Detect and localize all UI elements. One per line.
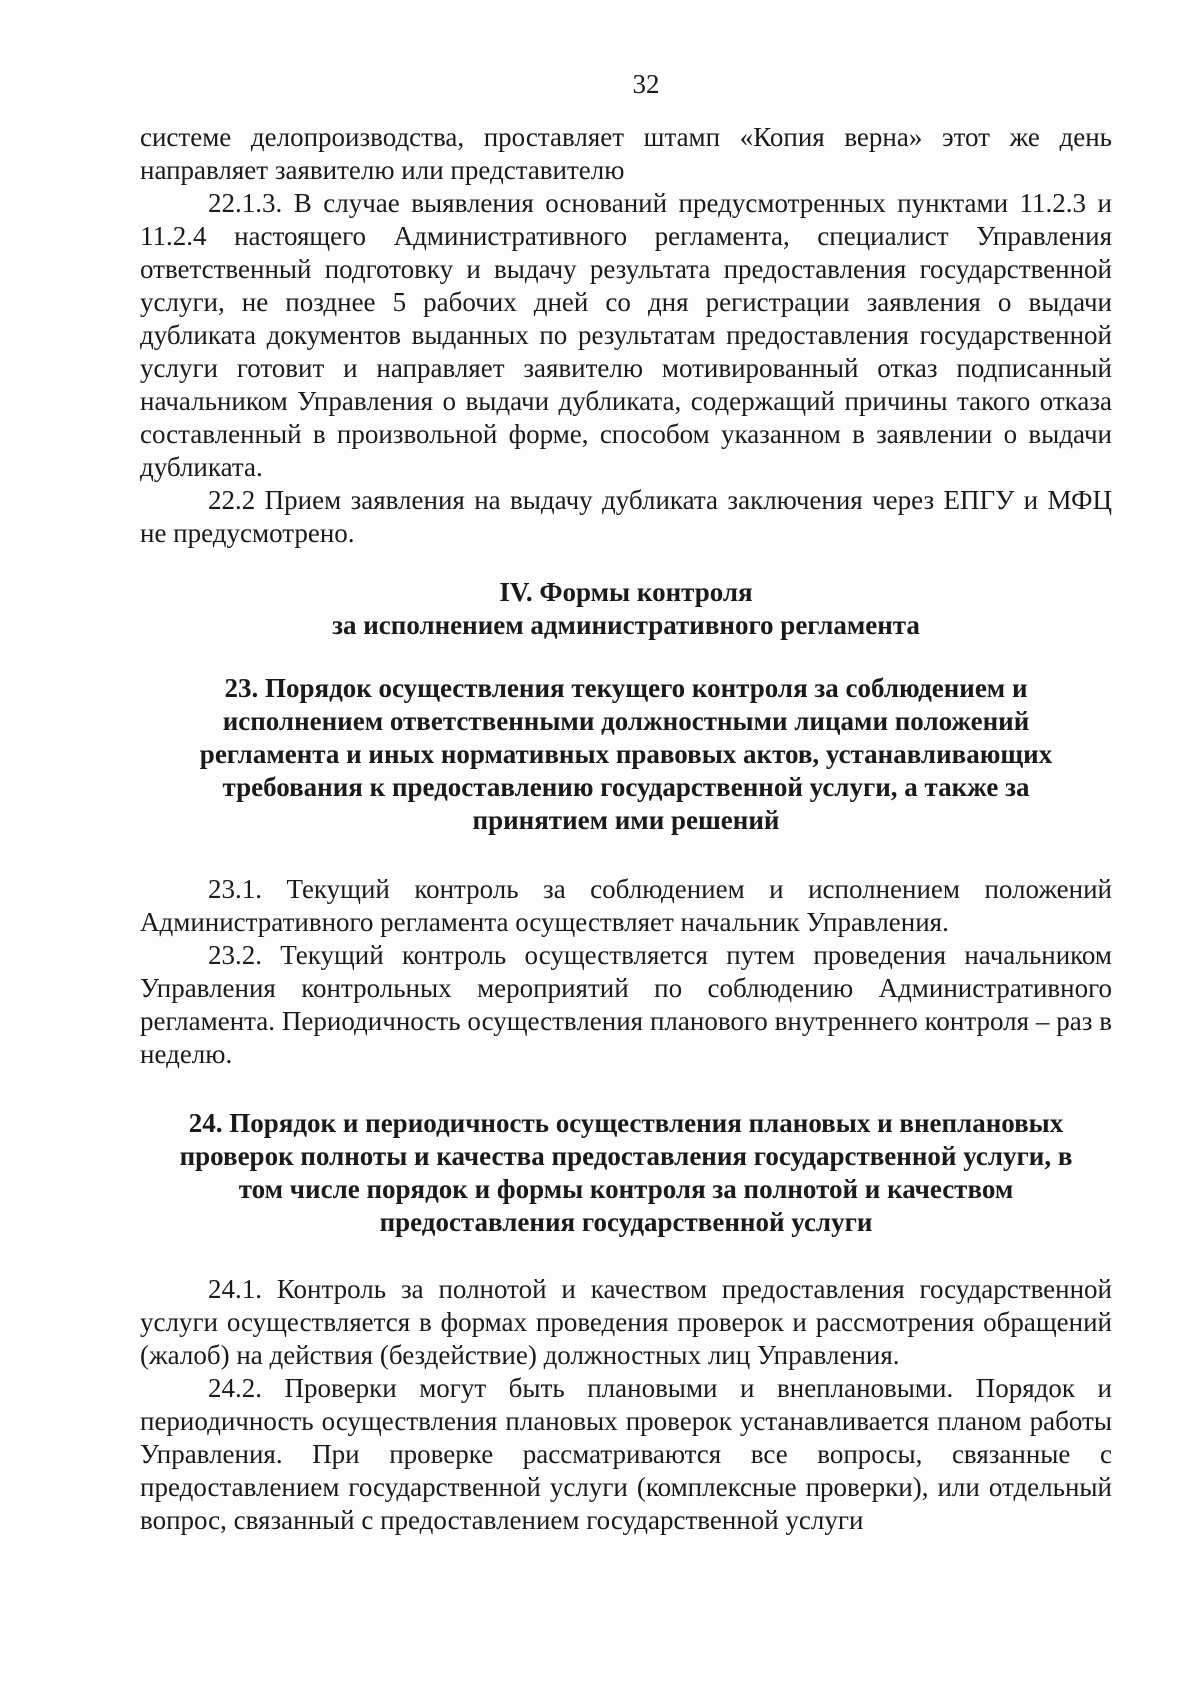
section-23-body: [140, 873, 1112, 1071]
paragraph-22-2: 22.2 Прием заявления на выдачу дубликата заключения через ЕПГУ и МФЦ не предусмотрено.: [140, 485, 1112, 548]
page-number: 32: [632, 69, 660, 99]
paragraph-23-1: 23.1. Текущий контроль за соблюдением и исполнением положений Административного регламента осуществляет начальник Управления.: [140, 874, 1112, 937]
heading-23: 23. Порядок осуществления текущего контроля за соблюдением и исполнением ответственными должностными лицами положений регламента и иных нормативных правовых актов, устанавливающих требования к предоставлению государственной услуги, а также за принятием ими решений: [199, 673, 1053, 835]
section-title-line-1: IV. Формы контроля: [499, 577, 753, 607]
heading-24: 24. Порядок и периодичность осуществления плановых и внеплановых проверок полноты и качества предоставления государственной услуги, в том числе порядок и формы контроля за полнотой и качеством предоставления государственной услуги: [179, 1108, 1073, 1237]
paragraph-22-1-3: 22.1.3. В случае выявления оснований предусмотренных пунктами 11.2.3 и 11.2.4 настоящего Административного регламента, специалист Управления ответственный подготовку и выдачу результата предоставления государственной услуги, не позднее 5 рабочих дней со дня регистрации заявления о выдачи дубликата документов выданных по результатам предоставления государственной услуги готовит и направляет заявителю мотивированный отказ подписанный начальником Управления о выдачи дубликата, содержащий причины такого отказа составленный в произвольной форме, способом указанном в заявлении о выдачи дубликата.: [140, 188, 1112, 482]
section-title-line-2: за исполнением административного регламента: [332, 610, 920, 640]
paragraph-24-1: 24.1. Контроль за полнотой и качеством предоставления государственной услуги осуществляется в формах проведения проверок и рассмотрения обращений (жалоб) на действия (бездействие) должностных лиц Управления.: [140, 1274, 1112, 1370]
paragraph-23-2: 23.2. Текущий контроль осуществляется путем проведения начальником Управления контрольных мероприятий по соблюдению Административного регламента. Периодичность осуществления планового внутреннего контроля – раз в неделю.: [140, 940, 1112, 1069]
section-title: [140, 576, 1112, 642]
paragraph-24-2: 24.2. Проверки могут быть плановыми и внеплановыми. Порядок и периодичность осуществления плановых проверок устанавливается планом работы Управления. При проверке рассматриваются все вопросы, связанные с предоставлением государственной услуги (комплексные проверки), или отдельный вопрос, связанный с предоставлением государственной услуги: [140, 1373, 1112, 1535]
paragraph-continuation: системе делопроизводства, проставляет штамп «Копия верна» этот же день направляет заявителю или представителю: [140, 122, 1112, 185]
section-24-body: [140, 1273, 1112, 1537]
